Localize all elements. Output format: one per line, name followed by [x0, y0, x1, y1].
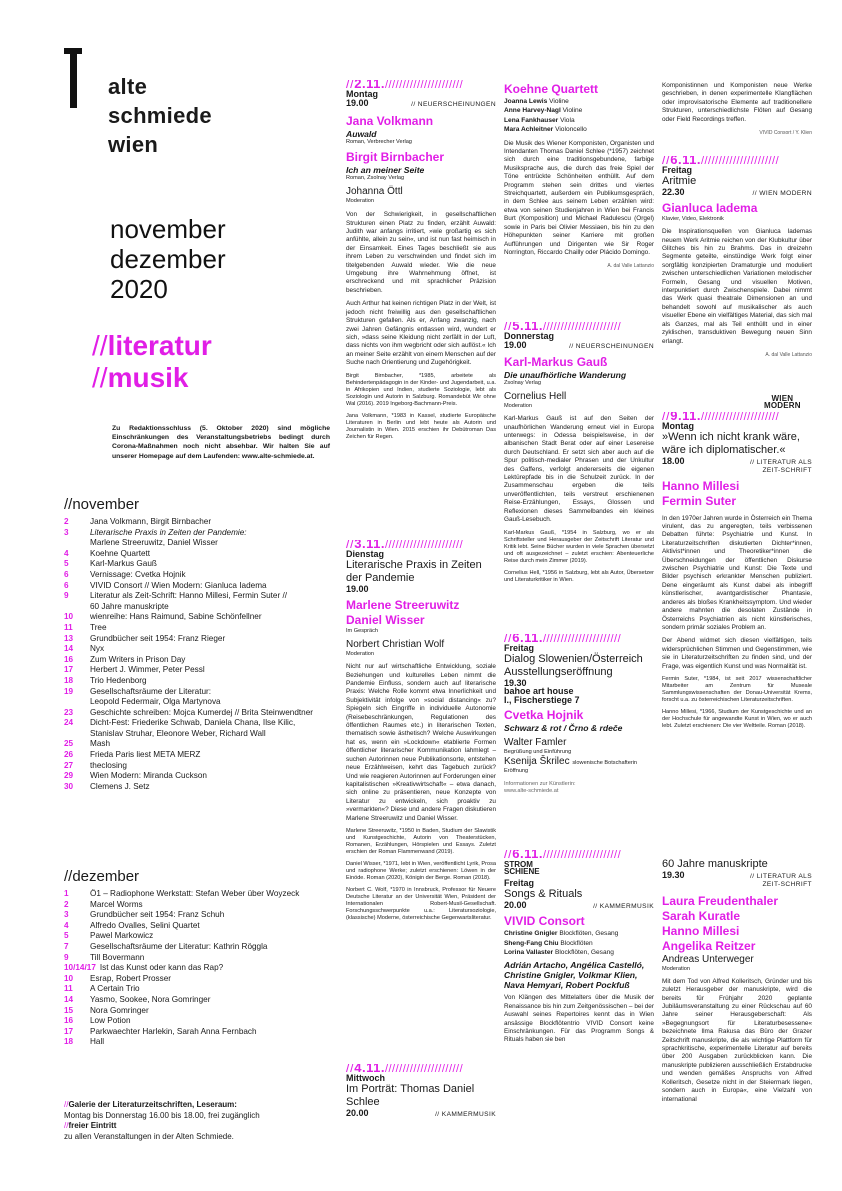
author-bio: Marlene Streeruwitz, *1950 in Baden, Studium der Slawistik und Kunstgeschichte, Autorin von Theaterstücken, Romanen, Erzählungen, Hörspielen und Essays. Zuletzt erschien der Roman Flammenwand (2019).: [346, 827, 496, 855]
period-line: november: [110, 214, 226, 244]
speaker: Ksenija Škrilec: [504, 756, 570, 768]
author-bio: Daniel Wisser, *1971, lebt in Wien, veröffentlicht Lyrik, Prosa und radiophone Werke; zuletzt erschienen: Löwen in der Einöde. Roman (2020), Königin der Berge. Roman (2018).: [346, 860, 496, 881]
author-name: Angelika Reitzer: [662, 938, 756, 953]
author-name: Hanno Millesi: [662, 478, 740, 493]
speaker-role: Begrüßung und Einführung: [504, 749, 572, 756]
calendar-event: Gesellschaftsräume der Literatur:: [90, 686, 212, 696]
calendar-event: Wien Modern: Miranda Cuckson: [90, 771, 207, 781]
author-name: Daniel Wisser: [346, 613, 425, 628]
calendar-day: 23: [64, 707, 74, 717]
ensemble-member: [504, 948, 654, 957]
calendar-event: Geschichte schreiben: Mojca Kumerdej // Brita Steinwendtner: [90, 707, 313, 717]
event-description: Von der Schwierigkeit, in gesellschaftlichen Strukturen einen Platz zu finden, erzählt Auwald: Judith war anfangs irritiert, »wie großartig es sich anfühlte, allein zu sein«, und ist nun fast heimisch in der Einsamkeit. Eines Tages beschließt sie aus ihrem Leben zu verschwinden und findet sich im titelgebenden Auwald wieder. Wie die neue Umgebung ihre Wahrnehmung öffnet, ist erschreckend und mit sprachlicher Präzision beschrieben.: [346, 211, 496, 294]
calendar-day: 4: [64, 920, 69, 930]
calendar-entry: [64, 729, 334, 740]
event-6-11-wien-modern: // 6.11. ////////////////////// Freitag Aritmie 22.30 // WIEN MODERN Gianluca Iadema Klavier, Video, Elektronik Die Inspirationsquellen von Gianluca Iademas neuem Werk Aritmie reichen von der Klubkultur über Glitches bis hin zu Brahms. Das in dreizehn Segmente geteilte, einstündige Werk folgt einer sorgfältig konzipierten Dramaturgie und moduliert zwischen unterschiedlichen Variationen melodischer Formeln, Gesang und visuellen Motiven, interpunktiert durch Zwischenspiele. Dabei nimmt das Werk quasi theatrale Dimensionen an und behandelt sowohl auf musikalischer als auch visueller Ebene ein vielfältiges Material, das sich mal als Ganzes, mal als Teil enthüllt und in einer zyklischen, transduktiven Bewegung neuen Sinn erlangt. A. dal Valle Lattanzio: [662, 156, 812, 358]
event-series: // LITERATUR ALS: [750, 873, 812, 880]
dezember-list: [64, 889, 334, 1048]
member-name: Christine Gnigler: [504, 930, 558, 938]
calendar-entry: [64, 984, 334, 995]
author-name: Birgit Birnbacher: [346, 150, 445, 165]
calendar-day: 27: [64, 760, 74, 770]
calendar-day: 5: [64, 931, 69, 941]
calendar-event: Trio Hedenborg: [90, 675, 147, 685]
calendar-entry: [64, 517, 334, 528]
event-weekday: Donnerstag: [504, 331, 555, 342]
event-weekday: Freitag: [504, 643, 535, 654]
event-series: // KAMMERMUSIK: [593, 902, 654, 910]
event-weekday: Dienstag: [346, 549, 385, 560]
event-date: 2.11.: [354, 80, 385, 90]
moderator-label: Moderation: [346, 198, 374, 205]
author-bio: Jana Volkmann, *1983 in Kassel, studierte Europäische Literaturen in Berlin und lebt heute als Autorin und Journalistin in Wien. 2015 erschien ihr Debütroman Das Zeichen für Regen.: [346, 412, 496, 440]
calendar-entry: [64, 1016, 334, 1027]
rubrik-musik: musik: [107, 362, 189, 393]
ensemble-member: [504, 106, 654, 115]
period-line: dezember: [110, 244, 226, 274]
calendar-day: [64, 697, 90, 708]
calendar-day: 14: [64, 994, 74, 1004]
calendar-entry: [64, 549, 334, 560]
calendar-day: 18: [64, 1037, 74, 1047]
calendar-entry: [64, 623, 334, 634]
event-date: 6.11.: [512, 634, 543, 644]
moderator: Norbert Christian Wolf: [346, 639, 445, 651]
logo-line: WIEN: [771, 394, 794, 403]
calendar-event: Jana Volkmann, Birgit Birnbacher: [90, 517, 212, 526]
moderator: Andreas Unterweger: [662, 953, 754, 965]
member-name: Mara Achleitner: [504, 126, 554, 134]
dezember-calendar: [64, 868, 334, 1048]
member-instrument: Violine: [547, 98, 569, 105]
event-6-11-exhibition: // 6.11. ////////////////////// Freitag Dialog Slowenien/Österreich Ausstellungseröffnung 19.30 bahoe art house I., Fischerstiege 7 Cvetka Hojnik Schwarz & rot / Črno & rdeče Walter Famler Begrüßung und Einführung Ksenija Škrilec slowenische Botschafterin Eröffnung Informationen zur Künstlerin: www.alte-schmiede.at: [504, 634, 654, 795]
calendar-day: 3: [64, 527, 69, 537]
info-link[interactable]: www.alte-schmiede.at: [504, 788, 559, 795]
calendar-day: 7: [64, 941, 69, 951]
calendar-day: 11: [64, 622, 73, 632]
event-weekday: Montag: [346, 89, 378, 100]
calendar-day: 30: [64, 781, 74, 791]
event-date: 6.11.: [512, 850, 543, 860]
event-4-11: // 4.11. ////////////////////// Mittwoch Im Porträt: Thomas Daniel Schlee 20.00 // KAMMERMUSIK: [346, 1064, 496, 1118]
event-time: 20.00: [504, 899, 527, 910]
calendar-entry: [64, 570, 334, 581]
calendar-event: theclosing: [90, 760, 127, 770]
info-note: Informationen zur Künstlerin:: [504, 781, 576, 788]
calendar-entry: [64, 963, 334, 974]
event-description: Karl-Markus Gauß ist auf den Seiten der unaufhörlichen Wanderung erneut viel in Europa unterwegs: in Odessa beispielsweise, in der albanischen Stadt Berat oder auf einer Lesereise durch Deutschland. Er setzt sich aber auch auf die Spur politisch-medialer Phrasen und der Unkultur des Gaffens, verfolgt andererseits die eigenen Lektürepfade bis in die Schulzeit zurück. In der Zusammenschau ergeben die teils unveröffentlichten, teils verstreut erschienenen Reise-Erzählungen, Essays, Glossen und Reflexionen dieses Sammelbandes ein kleines Gauß-Lesebuch.: [504, 415, 654, 524]
calendar-entry: [64, 538, 334, 549]
event-description: Mit dem Tod von Alfred Kolleritsch, Gründer und bis zuletzt Herausgeber der manuskripte, wird die bereits für Frühjahr 2020 geplante Jubiläumsveranstaltung zu einer Rückschau auf 60 Jahre seiner Herausgeberschaft: Als »Begegnungsort für Literaturbesessene« bezeichnete Ilma Rakusa das Büro der Grazer Zeitschrift manuskripte, die als wichtige Plattform für sprachkritische, experimentelle Literatur auf bereits über 200 Ausgaben zurückblicken kann. Die manuskripte publizieren ausschließlich Erstabdrucke und wenden gemäßes Anspruchs von Alfred Kolleritsch, Gesetze nicht in der Steiermark liegen, sondern auch in Europa«, eine Vielzahl von international: [662, 977, 812, 1103]
logo-line: alte: [108, 74, 148, 99]
calendar-day: 17: [64, 1026, 74, 1036]
calendar-entry: [64, 687, 334, 698]
free-entry-note: zu allen Veranstaltungen in der Alten Schmiede.: [64, 1131, 234, 1141]
calendar-day: 10: [64, 612, 74, 622]
calendar-event: Tree: [90, 622, 107, 632]
calendar-entry: [64, 1006, 334, 1017]
calendar-entry: [64, 665, 334, 676]
november-list: [64, 517, 334, 792]
calendar-day: 26: [64, 750, 74, 760]
calendar-event: 60 Jahre manuskripte: [90, 601, 169, 611]
calendar-event: wienreihe: Hans Raimund, Sabine Schönfellner: [90, 612, 262, 622]
event-time: 19.00: [504, 339, 527, 350]
logo-line: SCHIENE: [504, 867, 540, 877]
november-calendar: [64, 496, 334, 792]
ensemble-member: [504, 97, 654, 106]
gallery-hours: Montag bis Donnerstag 16.00 bis 18.00, frei zugänglich: [64, 1110, 260, 1120]
logo-line: STROM: [504, 860, 533, 870]
calendar-day: 6: [64, 580, 69, 590]
calendar-entry: [64, 634, 334, 645]
calendar-entry: [64, 644, 334, 655]
koehne-quartett: [504, 82, 654, 271]
author-bio: Birgit Birnbacher, *1985, arbeitete als Behindertenpädagogin in der Kinder- und Jugendarbeit, u.a. in Afrikopien und Indien, studierte Soziologie, lebt als Soziologin und Autorin in Salzburg. Romandebüt Wir ohne Wal (2016). 2019 Ingeborg-Bachmann-Preis.: [346, 372, 496, 407]
calendar-event: Zum Writers in Prison Day: [90, 654, 186, 664]
event-weekday: Mittwoch: [346, 1073, 385, 1084]
slash: //: [64, 1121, 69, 1131]
calendar-event: Marlene Streeruwitz, Daniel Wisser: [90, 538, 218, 548]
calendar-event: Herbert J. Wimmer, Peter Pessl: [90, 665, 205, 675]
calendar-event: Literatur als Zeit-Schrift: Hanno Millesi, Fermin Suter //: [90, 591, 288, 601]
logo-line: schmiede: [108, 103, 212, 128]
stromschiene-logo: [504, 861, 654, 875]
artist-name: Gianluca Iadema: [662, 201, 758, 216]
calendar-event: Esrap, Robert Prosser: [90, 973, 171, 983]
event-date: 4.11.: [354, 1064, 385, 1074]
moderator: Johanna Öttl: [346, 186, 403, 198]
moderator-label: Moderation: [662, 965, 690, 972]
event-9-11: // 9.11. ////////////////////// Montag »Wenn ich nicht krank wäre, wäre ich diplomatischer.« 18.00 // LITERATUR ALS ZEIT-SCHRIFT Hanno Millesi Fermin Suter In den 1970er Jahren wurde in Österreich ein Thema virulent, das zu angeregten, teils verbissenen Debatten führte: Psychiatrie und Kunst. In Literaturzeitschriften diskutierten Dichter*innen, Aktivist*innen und Theoretiker*innen die Überschneidungen der öffentlichen Diskurse zwischen Psychiatrie und Kunst: Die Texte und Bilder psychisch erkrankter Menschen publiziert. Dene eingeräumt als Kunst dabei als inbegriff künstlerischer, avantgardistischer Phantasie, anderes als bloßes Krankheitssymptom. Und wieder andere mahnten die desolaten Zustände in Österreichs Psychiatrien als nicht künstlerisches, sondern primär soziales Problem an. Der Abend widmet sich diesen vielfältigen, teils widersprüchlichen Stimmen und Gegenstimmen, wie sie in Literaturzeitschriften zu finden sind, und der Frage, was eigentlich Kunst und was Normalität ist. Fermin Suter, *1984, ist seit 2017 wissenschaftlicher Mitarbeiter am Zentrum für Museale Sammlungswissenschaften der Donau-Universität Krems, forscht u.a. zu österreichischen Literaturzeitschriften. Hanno Millesi, *1966, Studium der Kunstgeschichte und an der Hochschule für angewandte Kunst in Wien, wo er auch lebt. Zuletzt erschienen: Die vier Weltteile. Roman (2018).: [662, 412, 812, 729]
event-description: Der Abend widmet sich diesen vielfältigen, teils widersprüchlichen Stimmen und Gegenstimmen, wie sie in Literaturzeitschriften zu finden sind, und der Frage, was eigentlich Kunst und was Normalität ist.: [662, 637, 812, 670]
calendar-event: Frieda Paris liest META MERZ: [90, 750, 201, 760]
venue-address: I., Fischerstiege 7: [504, 694, 580, 705]
rubrik-literatur: literatur: [107, 330, 212, 361]
calendar-day: 14: [64, 644, 74, 654]
rubrik-prefix: //: [92, 330, 108, 361]
calendar-entry: [64, 676, 334, 687]
calendar-event: Gesellschaftsräume der Literatur: Kathrin Röggla: [90, 941, 268, 951]
calendar-entry: [64, 1027, 334, 1038]
calendar-day: 15: [64, 1005, 74, 1015]
calendar-entry: [64, 910, 334, 921]
calendar-event: Grundbücher seit 1954: Franz Rieger: [90, 633, 226, 643]
author-bio: Fermin Suter, *1984, ist seit 2017 wissenschaftlicher Mitarbeiter am Zentrum für Museale Sammlungswissenschaften der Donau-Universität Krems, forscht u.a. zu österreichischen Literaturzeitschriften.: [662, 675, 812, 703]
calendar-day: 11: [64, 984, 73, 994]
photo-credit: A. dal Valle Lattanzio: [765, 351, 812, 358]
calendar-day: 3: [64, 910, 69, 920]
event-series: // LITERATUR ALS: [750, 458, 812, 466]
calendar-day: 2: [64, 899, 69, 909]
calendar-event: Alfredo Ovalles, Selini Quartet: [90, 920, 200, 930]
event-description: Von Klängen des Mittelalters über die Musik der Renaissance bis hin zum Zeitgenössischen – bei der Auswahl seines Repertoires kennt das in Wien ansässige Blockflötentrio VIVID Consort keine Einschränkungen. Für das Programm Songs & Rituals haben sie ben: [504, 994, 654, 1044]
event-description: Komponistinnen und Komponisten neue Werke geschrieben, in denen experimentelle Klangflächen oder improvisatorische Elemente auf traditionellere Strukturen, unterschiedlichste Flöten auf Gesang oder Field Recordings treffen.: [662, 82, 812, 123]
calendar-day: 5: [64, 559, 69, 569]
rubriken: [92, 330, 212, 394]
calendar-day: 16: [64, 1016, 74, 1026]
event-series: ZEIT-SCHRIFT: [762, 467, 812, 475]
event-time: 19.30: [662, 870, 685, 880]
calendar-event: Literarische Praxis in Zeiten der Pandemie:: [90, 527, 247, 537]
event-format: Im Gespräch: [346, 628, 379, 635]
calendar-day: 19: [64, 686, 74, 696]
publisher: Roman, Zsolnay Verlag: [346, 175, 405, 182]
logo-line: wien: [108, 132, 159, 157]
speaker: Walter Famler: [504, 737, 567, 749]
calendar-entry: [64, 591, 334, 602]
ensemble-member: [504, 116, 654, 125]
calendar-event: Ist das Kunst oder kann das Rap?: [99, 963, 224, 973]
member-name: Lorina Vallaster: [504, 949, 554, 957]
event-series: // NEUERSCHEINUNGEN: [569, 342, 654, 350]
calendar-event: Parkwaechter Harlekin, Sarah Anna Fernbach: [90, 1026, 257, 1036]
calendar-event: A Certain Trio: [90, 984, 140, 994]
dezember-heading: //dezember: [64, 868, 140, 885]
calendar-entry: [64, 995, 334, 1006]
artist-name: Cvetka Hojnik: [504, 708, 584, 723]
calendar-event: Mash: [90, 739, 111, 749]
book-title: Auwald: [346, 129, 377, 140]
ensemble-name: VIVID Consort: [504, 914, 585, 929]
calendar-event: Till Bovermann: [90, 952, 145, 962]
author-bio: Hanno Millesi, *1966, Studium der Kunstgeschichte und an der Hochschule für angewandte Kunst in Wien, wo er auch lebt. Zuletzt erschienen: Die vier Weltteile. Roman (2018).: [662, 708, 812, 729]
calendar-entry: [64, 559, 334, 570]
event-weekday: Montag: [662, 421, 694, 432]
calendar-day: [64, 602, 90, 613]
event-title: 60 Jahre manuskripte: [662, 858, 768, 870]
ensemble-member: [504, 125, 654, 134]
event-weekday: Freitag: [662, 165, 693, 176]
calendar-entry: [64, 974, 334, 985]
calendar-day: 16: [64, 654, 74, 664]
author-name: Fermin Suter: [662, 493, 737, 508]
event-date: 9.11.: [670, 412, 701, 422]
event-description: Auch Arthur hat keinen richtigen Platz in der Welt, ist jedoch nicht freiwillig aus den gesellschaftlichen Strukturen gefallen. Als er, Anfang zwanzig, nach zwei Jahren Gefängnis entlassen wird, wundert er sich, »dass seine Kleidung nicht zerfällt in der Luft, dass nichts von ihm wegbricht oder sich auflöst.« Ich an meiner Seite erzählt von einem Menschen auf der Suche nach Orientierung und Zugehörigkeit.: [346, 300, 496, 367]
calendar-entry: [64, 655, 334, 666]
calendar-event: Nora Gomringer: [90, 1005, 149, 1015]
logo-hammer-icon: [64, 48, 86, 112]
event-description: Die Inspirationsquellen von Gianluca Iademas neuem Werk Aritmie reichen von der Klubkultur über Glitches bis hin zu Brahms. Das in dreizehn Segmente geteilte, einstündige Werk folgt einer sorgfältig konzipierten Dramaturgie und moduliert zwischen unterschiedlichen Variationen melodischer Formeln, Gesang und visuellen Motiven, interpunktiert durch Zwischenspiele. Dabei nimmt das Werk quasi theatrale Dimensionen an und behandelt sowohl auf musikalischer als auch visueller Ebene ein vielfältiges Material, das sich mal als Ganzes, mal als Teil enthüllt und in einer zyklischen, transduktiven Bewegung neuen Sinn erlangt.: [662, 228, 812, 345]
calendar-entry: [64, 953, 334, 964]
calendar-event: Ö1 – Radiophone Werkstatt: Stefan Weber über Woyzeck: [90, 889, 300, 898]
event-6-11-concert: // 6.11. ////////////////////// STROM SCHIENE Freitag Songs & Rituals 20.00 // KAMMERMUSIK VIVID Consort Christine Gnigler Blockflöten, Gesang Sheng-Fang Chiu Blockflöten Lorina Vallaster Blockflöten, Gesang Adrián Artacho, Angélica Castelló, Christine Gnigler, Volkmar Klien, Nava Hemyari, Robert Pockfuß Von Klängen des Mittelalters über die Musik der Renaissance bis hin zum Zeitgenössischen – bei der Auswahl seines Repertoires kennt das in Wien ansässige Blockflötentrio VIVID Consort keine Einschränkungen. Für das Programm Songs & Rituals haben sie ben: [504, 850, 654, 1044]
period-title: [110, 214, 226, 304]
calendar-event: Stanislav Struhar, Eleonore Weber, Richard Wall: [90, 728, 266, 738]
magazine-gallery-info: [64, 1100, 334, 1142]
instruments: Klavier, Video, Elektronik: [662, 216, 724, 223]
calendar-day: [64, 729, 90, 740]
calendar-event: Hall: [90, 1037, 105, 1047]
event-series: // KAMMERMUSIK: [435, 1110, 496, 1118]
calendar-day: 25: [64, 739, 74, 749]
book-title: Ich an meiner Seite: [346, 165, 425, 176]
moderator: Cornelius Hell: [504, 391, 567, 403]
event-2-11: // 2.11. ////////////////////// Montag 19.00 // NEUERSCHEINUNGEN Jana Volkmann Auwald Roman, Verbrecher Verlag Birgit Birnbacher Ich an meiner Seite Roman, Zsolnay Verlag Johanna Öttl Moderation Von der Schwierigkeit, in gesellschaftlichen Strukturen einen Platz zu finden, erzählt Auwald: Judith war anfangs irritiert, »wie großartig es sich anfühlte, allein zu sein«, und ist nun fast heimisch in der Einsamkeit. Eines Tages beschließt sie aus ihrem Leben zu verschwinden und findet sich im titelgebenden Auwald wieder. Wie die neue Umgebung ihre Wahrnehmung öffnet, ist erschreckend und mit sprachlicher Präzision beschrieben. Auch Arthur hat keinen richtigen Platz in der Welt, ist jedoch nicht freiwillig aus den gesellschaftlichen Strukturen gefallen. Als er, Anfang zwanzig, nach zwei Jahren Gefängnis entlassen wird, wundert er sich, »dass seine Kleidung nicht zerfällt in der Luft, dass nichts von ihm wegbricht oder sich auflöst.« Ich an meiner Seite erzählt von einem Menschen auf der Suche nach Orientierung und Zugehörigkeit. Birgit Birnbacher, *1985, arbeitete als Behindertenpädagogin in der Kinder- und Jugendarbeit, u.a. in Afrikopien und Indien, studierte Soziologie, lebt als Soziologin und Autorin in Salzburg. Romandebüt Wir ohne Wal (2016). 2019 Ingeborg-Bachmann-Preis. Jana Volkmann, *1983 in Kassel, studierte Europäische Literaturen in Berlin und lebt heute als Autorin und Journalistin in Wien. 2015 erschien ihr Debütroman Das Zeichen für Regen.: [346, 80, 496, 440]
ensemble-name: Koehne Quartett: [504, 82, 599, 96]
rubrik-prefix: //: [92, 362, 108, 393]
calendar-entry: [64, 697, 334, 708]
event-title: Dialog Slowenien/Österreich Ausstellungseröffnung: [504, 652, 643, 678]
event-title: Im Porträt: Thomas Daniel Schlee: [346, 1082, 475, 1108]
event-6-11-concert-cont: [662, 82, 812, 137]
calendar-event: Pawel Markowicz: [90, 931, 154, 941]
calendar-event: Vernissage: Cvetka Hojnik: [90, 569, 186, 579]
calendar-entry: [64, 900, 334, 911]
calendar-entry: [64, 889, 334, 900]
calendar-day: 9: [64, 952, 69, 962]
event-title: Aritmie: [662, 174, 697, 187]
member-name: Lena Fankhauser: [504, 116, 559, 124]
author-name: Hanno Millesi: [662, 923, 740, 938]
event-3-11: // 3.11. ////////////////////// Dienstag Literarische Praxis in Zeiten der Pandemie 19.00 Marlene Streeruwitz Daniel Wisser Im Gespräch Norbert Christian Wolf Moderation Nicht nur auf wirtschaftliche Entwicklung, soziale Beziehungen und kulturelles Leben nimmt die Pandemie Einfluss, sondern auch auf literarische Praxis: Welche Rolle kommt etwa Innerlichkeit und Subjektivität infolge von »social distancing« zu? Spiegeln sich Eingriffe in individuelle Autonomie (Reisebeschränkungen, Regulationen des öffentlichen Raumes etc.) in literarischen Texten, thematisch sowie ästhetisch? Welche Auswirkungen hat es, wenn ein »Lockdown« etablierte Formen öffentlicher literarischer Kommunikation lahmlegt – suchen Autorinnen neue Publikationsorte, entstehen neue Erzählweisen, kehrt das Tagebuch zurück? Und wie reagieren Autorinnen auf Forderungen einer kapitalistischen »Kreativwirtschaft« – etwa danach, sich online zu präsentieren, neue Konzepte von Literatur zu entwickeln, sich proaktiv zu »vermarkten«? Diese und andere Fragen diskutieren Marlene Streeruwitz und Daniel Wisser. Marlene Streeruwitz, *1950 in Baden, Studium der Slawistik und Kunstgeschichte, Autorin von Theaterstücken, Romanen, Erzählungen, Hörspielen und Essays. Zuletzt erschien der Roman Flammenwand (2019). Daniel Wisser, *1971, lebt in Wien, veröffentlicht Lyrik, Prosa und radiophone Werke; zuletzt erschienen: Löwen in der Einöde. Roman (2020), Königin der Berge. Roman (2018). Norbert C. Wolf, *1970 in Innsbruck, Professor für Neuere Deutsche Literatur an der Universität Wien, Präsident der Internationalen Robert-Musil-Gesellschaft. Forschungsschwerpunkte u.a.: Literatursoziologie, (klassische) Moderne, österreichische Gegenwartsliteratur.: [346, 540, 496, 921]
member-name: Anne Harvey-Nagl: [504, 107, 561, 115]
event-series: // WIEN MODERN: [752, 189, 812, 197]
calendar-day: [64, 538, 90, 549]
speaker-role: Eröffnung: [504, 768, 529, 775]
calendar-day: 10: [64, 973, 74, 983]
calendar-day: 2: [64, 517, 69, 526]
calendar-entry: [64, 739, 334, 750]
calendar-event: Yasmo, Sookee, Nora Gomringer: [90, 994, 211, 1004]
photo-credit: A. dal Valle Lattanzio: [607, 263, 654, 270]
ensemble-member: [504, 929, 654, 938]
member-instrument: Violoncello: [553, 126, 587, 134]
event-title: »Wenn ich nicht krank wäre, wäre ich diplomatischer.«: [662, 430, 800, 456]
calendar-entry: [64, 782, 334, 793]
period-line: 2020: [110, 274, 168, 304]
calendar-event: Dicht-Fest: Friederike Schwab, Daniela Chana, Ilse Kilic,: [90, 718, 296, 728]
calendar-day: 29: [64, 771, 74, 781]
event-title: Songs & Rituals: [504, 887, 583, 900]
composer-list: Adrián Artacho, Angélica Castelló, Christine Gnigler, Volkmar Klien, Nava Hemyari, Robert Pockfuß: [504, 960, 645, 991]
calendar-day: 6: [64, 569, 69, 579]
publisher: Zsolnay Verlag: [504, 380, 542, 387]
author-bio: Karl-Markus Gauß, *1954 in Salzburg, wo er als Schriftsteller und Herausgeber der Zeitschrift Literatur und Kritik lebt. Seine Bücher wurden in viele Sprachen übersetzt und oft ausgezeichnet – zuletzt erschien: Abenteuerliche Reise durch mein Zimmer (2019).: [504, 529, 654, 564]
book-title: Die unaufhörliche Wanderung: [504, 370, 627, 381]
calendar-event: Marcel Worms: [90, 899, 143, 909]
calendar-entry: [64, 942, 334, 953]
author-bio: Norbert C. Wolf, *1970 in Innsbruck, Professor für Neuere Deutsche Literatur an der Universität Wien, Präsident der Internationalen Robert-Musil-Gesellschaft. Forschungsschwerpunkte u.a.: Literatursoziologie, (klassische) Moderne, österreichische Gegenwartsliteratur.: [346, 886, 496, 921]
member-instrument: Blockflöten, Gesang: [557, 930, 619, 938]
member-instrument: Blockflöten, Gesang: [553, 949, 614, 957]
ensemble-members: [504, 97, 654, 135]
gallery-title: Galerie der Literaturzeitschriften, Leseraum:: [68, 1100, 237, 1109]
event-date: 6.11.: [670, 156, 701, 166]
event-time: 22.30: [662, 186, 685, 197]
author-name: Laura Freudenthaler: [662, 893, 779, 908]
calendar-day: 10/14/17: [64, 963, 96, 973]
calendar-entry: [64, 750, 334, 761]
member-name: Joanna Lewis: [504, 98, 548, 105]
calendar-event: Clemens J. Setz: [90, 781, 150, 791]
event-description: In den 1970er Jahren wurde in Österreich ein Thema virulent, das zu angeregten, teils verbissenen Debatten führte: Psychiatrie und Kunst. In Literaturzeitschriften diskutierten Dichter*innen, Aktivist*innen und Theoretiker*innen die Überschneidungen der öffentlichen Diskurse zwischen Psychiatrie und Kunst: Die Texte und Bilder psychisch erkrankter Menschen publiziert. Dene eingeräumt als Kunst dabei als inbegriff künstlerischer, avantgardistischer Phantasie, anderes als bloßes Krankheitssymptom. Und wieder andere mahnten die desolaten Zustände in Österreichs Psychiatrien als nicht künstlerisches, sondern primär soziales Problem an.: [662, 514, 812, 631]
speaker-role: slowenische Botschafterin: [572, 760, 638, 767]
photo-credit: VIVID Consort / Y. Klien: [759, 130, 812, 137]
calendar-entry: [64, 1037, 334, 1048]
event-time: 20.00: [346, 1107, 369, 1118]
slash: //: [64, 1100, 69, 1109]
calendar-entry: [64, 581, 334, 592]
logo-text: [108, 72, 212, 159]
calendar-day: 24: [64, 718, 74, 728]
calendar-day: 13: [64, 633, 74, 643]
author-bio: Cornelius Hell, *1956 in Salzburg, lebt als Autor, Übersetzer und Literaturkritiker in Wien.: [504, 569, 654, 583]
calendar-entry: [64, 761, 334, 772]
event-series: ZEIT-SCHRIFT: [762, 881, 812, 889]
event-weekday: Freitag: [504, 878, 535, 889]
moderator-label: Moderation: [504, 403, 532, 410]
event-series: // NEUERSCHEINUNGEN: [411, 100, 496, 108]
moderator-label: Moderation: [346, 651, 374, 658]
author-name: Jana Volkmann: [346, 114, 434, 129]
member-instrument: Blockflöten: [558, 939, 593, 947]
event-9-11-manuskripte: [662, 858, 812, 1109]
author-name: Karl-Markus Gauß: [504, 355, 608, 370]
calendar-event: Karl-Markus Gauß: [90, 559, 157, 569]
calendar-day: 4: [64, 548, 69, 558]
event-time: 19.00: [346, 97, 369, 108]
event-date: 3.11.: [354, 540, 385, 550]
member-instrument: Viola: [558, 116, 575, 124]
event-time: 19.00: [346, 583, 369, 594]
calendar-entry: [64, 921, 334, 932]
calendar-entry: [64, 931, 334, 942]
calendar-entry: [64, 708, 334, 719]
event-date: 5.11.: [512, 322, 543, 332]
member-name: Sheng-Fang Chiu: [504, 939, 559, 947]
calendar-event: VIVID Consort // Wien Modern: Gianluca Iadema: [90, 580, 267, 590]
calendar-day: 18: [64, 675, 74, 685]
calendar-entry: [64, 771, 334, 782]
venue: bahoe art house: [504, 686, 574, 697]
calendar-event: Grundbücher seit 1954: Franz Schuh: [90, 910, 225, 920]
calendar-event: Leopold Federmair, Olga Martynova: [90, 697, 221, 707]
calendar-day: 9: [64, 591, 69, 601]
member-instrument: Violine: [560, 107, 583, 115]
calendar-event: Nyx: [90, 644, 105, 654]
ensemble-members: [504, 929, 654, 957]
calendar-entry: [64, 612, 334, 623]
event-time: 18.00: [662, 455, 685, 466]
ensemble-member: [504, 939, 654, 948]
exhibition-title: Schwarz & rot / Črno & rdeče: [504, 723, 623, 734]
calendar-day: 17: [64, 665, 74, 675]
author-name: Sarah Kuratle: [662, 908, 741, 923]
calendar-entry: [64, 602, 334, 613]
calendar-event: Low Potion: [90, 1016, 131, 1026]
calendar-entry: [64, 718, 334, 729]
calendar-day: 1: [64, 889, 69, 898]
logo-line: MODERN: [764, 401, 801, 410]
wien-modern-logo: [764, 395, 801, 409]
event-time: 19.30: [504, 677, 527, 688]
november-heading: //november: [64, 496, 140, 513]
corona-notice: Zu Redaktionsschluss (5. Oktober 2020) sind mögliche Einschränkungen des Veranstaltungsbetriebs bedingt durch Corona-Maßnahmen noch nicht absehbar. Wir halten Sie auf unserer Homepage auf dem Laufenden: www.alte-schmiede.at.: [112, 425, 330, 460]
event-description: Die Musik des Wiener Komponisten, Organisten und Intendanten Thomas Daniel Schlee (*1957) zeichnet sich durch eine traditionsgebundene, farbige Musiksprache aus, die durch das freie Spiel der Töne entrückte Schönheiten enthüllt. Auf dem Programm stehen sein drittes und viertes Streichquartett, außerdem ein Publikumsgespräch, in dem Schlee aus seinem Leben erzählen wird: etwa von seinen Studienjahren in Wien bei Francis Burt (Komposition) und Michael Radulescu (Orgel) sowie in Paris bei Olivier Messiaen, bis hin zu den Höhepunkten seiner Karriere mit großen Aufführungen und Dirigenten wie Sir Roger Norrington, Riccardo Chailly oder Plácido Domingo.: [504, 139, 654, 256]
free-entry: freier Eintritt: [68, 1121, 117, 1131]
calendar-entry: [64, 528, 334, 539]
event-title: Literarische Praxis in Zeiten der Pandemie: [346, 558, 482, 584]
publisher: Roman, Verbrecher Verlag: [346, 139, 412, 146]
author-name: Marlene Streeruwitz: [346, 598, 460, 613]
event-5-11: // 5.11. ////////////////////// Donnerstag 19.00 // NEUERSCHEINUNGEN Karl-Markus Gauß Die unaufhörliche Wanderung Zsolnay Verlag Cornelius Hell Moderation Karl-Markus Gauß ist auf den Seiten der unaufhörlichen Wanderung erneut viel in Europa unterwegs: in Odessa beispielsweise, in der albanischen Stadt Berat oder auf einer Lesereise durch Deutschland. Er setzt sich aber auch auf die Spur politisch-medialer Phrasen und der Unkultur des Gaffens, verfolgt andererseits die eigenen Lektürepfade bis in die Schulzeit zurück. In der Zusammenschau ergeben die teils unveröffentlichten, teils verstreut erschienenen Reise-Erzählungen, Essays, Glossen und Reflexionen dieses Sammelbandes ein kleines Gauß-Lesebuch. Karl-Markus Gauß, *1954 in Salzburg, wo er als Schriftsteller und Herausgeber der Zeitschrift Literatur und Kritik lebt. Seine Bücher wurden in viele Sprachen übersetzt und oft ausgezeichnet – zuletzt erschien: Abenteuerliche Reise durch mein Zimmer (2019). Cornelius Hell, *1956 in Salzburg, lebt als Autor, Übersetzer und Literaturkritiker in Wien.: [504, 322, 654, 583]
event-description: Nicht nur auf wirtschaftliche Entwicklung, soziale Beziehungen und kulturelles Leben nimmt die Pandemie Einfluss, sondern auch auf literarische Praxis: Welche Rolle kommt etwa Innerlichkeit und Subjektivität infolge von »social distancing« zu? Spiegeln sich Eingriffe in individuelle Autonomie (Reisebeschränkungen, Regulationen des öffentlichen Raumes etc.) in literarischen Texten, thematisch sowie ästhetisch? Welche Auswirkungen hat es, wenn ein »Lockdown« etablierte Formen öffentlicher literarischer Kommunikation lahmlegt – suchen Autorinnen neue Publikationsorte, entstehen neue Erzählweisen, kehrt das Tagebuch zurück? Und wie reagieren Autorinnen auf Forderungen einer kapitalistischen »Kreativwirtschaft« – etwa danach, sich online zu präsentieren, neue Konzepte von Literatur zu entwickeln, sich proaktiv zu »vermarkten«? Diese und andere Fragen diskutieren Marlene Streeruwitz und Daniel Wisser.: [346, 663, 496, 822]
calendar-event: Koehne Quartett: [90, 548, 151, 558]
